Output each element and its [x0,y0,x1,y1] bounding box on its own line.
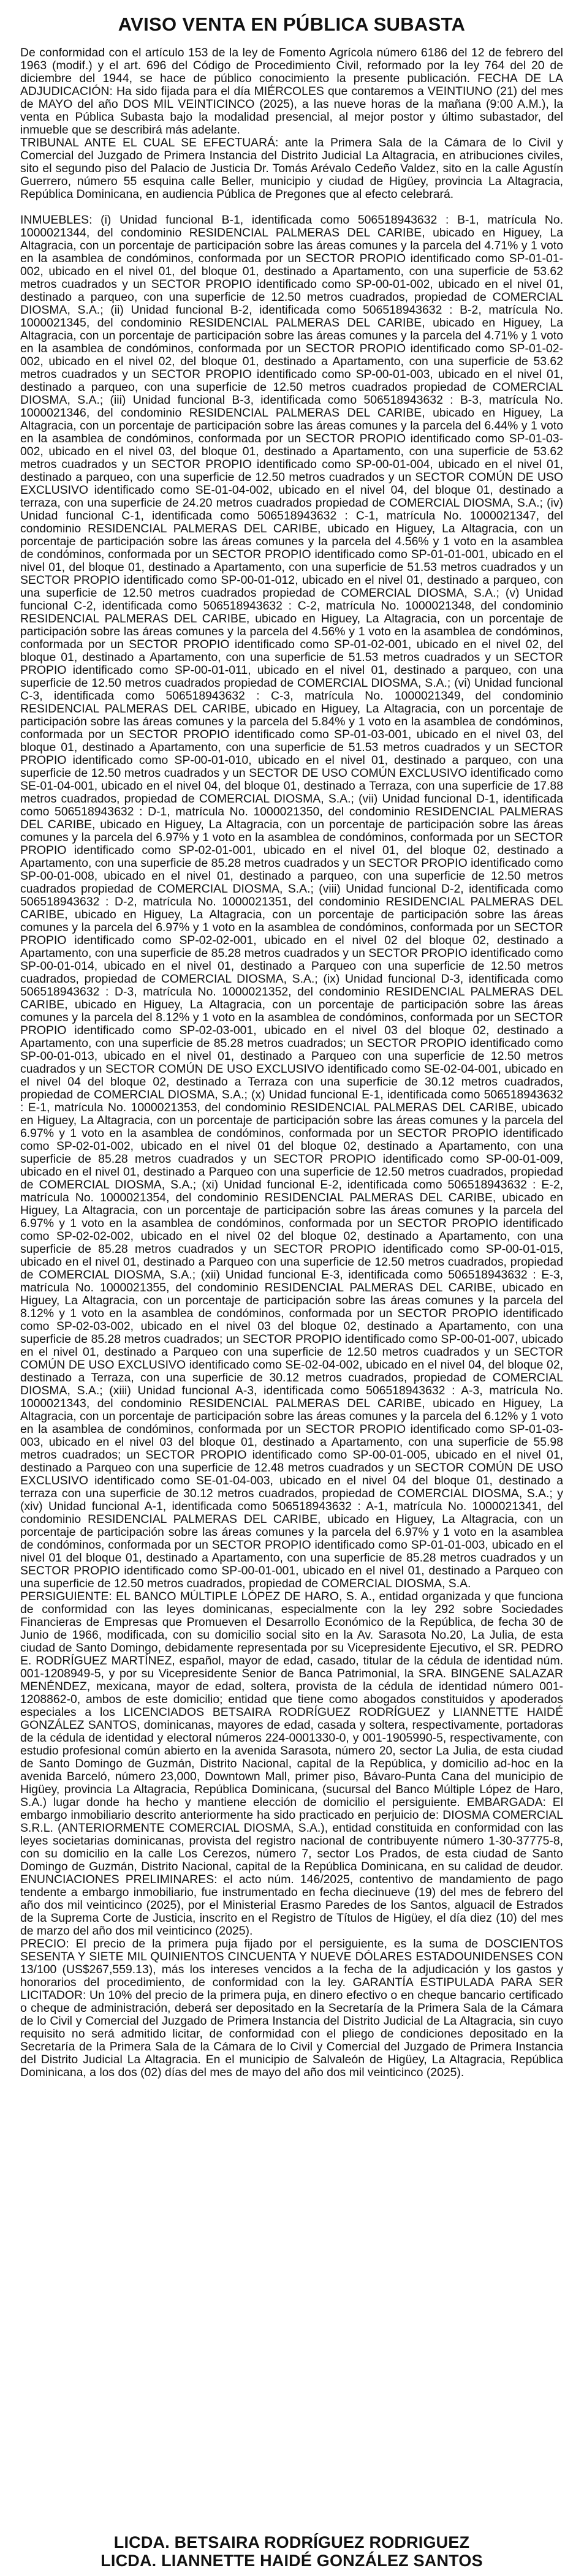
legal-notice-sheet [20,0,563,2576]
paragraph-spacer [20,201,563,214]
tribunal-paragraph: TRIBUNAL ANTE EL CUAL SE EFECTUARÁ: ante la Primera Sala de la Cámara de lo Civil y Comercial del Juzgado de Primera Instancia del Distrito Judicial La Altagracia, en atribuciones civiles, sito el segundo piso del Palacio de Justicia Dr. Tomás Arévalo Cedeño Valdez, sito en la calle Agustín Guerrero, número 55 esquina calle Beller, municipio y ciudad de Higüey, provincia La Altagracia, República Dominicana, en audiencia Pública de Pregones que al efecto celebrará. [20,136,563,201]
intro-paragraph: De conformidad con el artículo 153 de la ley de Fomento Agrícola número 6186 del 12 de febrero del 1963 (modif.) y el art. 696 del Código de Procedimiento Civil, reformado por la ley 764 del 20 de diciembre del 1944, se hace de público conocimiento la presente publicación. FECHA DE LA ADJUDICACIÓN: Ha sido fijada para el día MIÉRCOLES que contaremos a VEINTIUNO (21) del mes de MAYO del año DOS MIL VEINTICINCO (2025), a las nueve horas de la mañana (9:00 A.M.), la venta en Pública Subasta bajo la modalidad presencial, al mejor postor y último subastador, del inmueble que se describirá más adelante. [20,46,563,137]
precio-paragraph: PRECIO: El precio de la primera puja fijado por el persiguiente, es la suma de DOSCIENTOS SESENTA Y SIETE MIL QUINIENTOS CINCUENTA Y NUEVE DÓLARES ESTADOUNIDENSES CON 13/100 (US$267,559.13), más los intereses vencidos a la fecha de la adjudicación y los gastos y honorarios del procedimiento, de conformidad con la ley. GARANTÍA ESTIPULADA PARA SER LICITADOR: Un 10% del precio de la primera puja, en dinero efectivo o en cheque bancario certificado o cheque de administración, deberá ser depositado en la Secretaría de la Primera Sala de la Cámara de lo Civil y Comercial del Juzgado de Primera Instancia del Distrito Judicial de La Altagracia, sin cuyo requisito no será admitido licitar, de conformidad con el pliego de condiciones depositado en la Secretaría de la Primera Sala de la Cámara de lo Civil y Comercial del Juzgado de Primera Instancia del Distrito Judicial La Altagracia. En el municipio de Salvaleón de Higüey, La Altagracia, República Dominicana, a los dos (02) días del mes de mayo del año dos mil veinticinco (2025). [20,1937,563,2079]
notice-title: AVISO VENTA EN PÚBLICA SUBASTA [118,13,466,35]
signature-line-1: LICDA. BETSAIRA RODRÍGUEZ RODRIGUEZ [113,2533,470,2551]
signature-line-2: LICDA. LIANNETTE HAIDÉ GONZÁLEZ SANTOS [100,2551,483,2570]
persiguiente-paragraph: PERSIGUIENTE: EL BANCO MÚLTIPLE LÓPEZ DE HARO, S. A., entidad organizada y que funciona de conformidad con las leyes dominicanas, especialmente con la ley 292 sobre Sociedades Financieras de Empresas que Promueven el Desarrollo Económico de la República, de fecha 30 de Junio de 1966, modificada, con su domicilio social sito en la Av. Sarasota No.20, La Julia, de esta ciudad de Santo Domingo, debidamente representada por su Vicepresidente Ejecutivo, el SR. PEDRO E. RODRÍGUEZ MARTÍNEZ, español, mayor de edad, casado, titular de la cédula de identidad núm. 001-1208949-5, y por su Vicepresidente Senior de Banca Patrimonial, la SRA. BINGENE SALAZAR MENÉNDEZ, mexicana, mayor de edad, soltera, provista de la cédula de identidad número 001-1208862-0, ambos de este domicilio; entidad que tiene como abogados constituidos y apoderados especiales a los LICENCIADOS BETSAIRA RODRÍGUEZ RODRÍGUEZ y LIANNETTE HAIDÉ GONZÁLEZ SANTOS, dominicanas, mayores de edad, casada y soltera, respectivamente, portadoras de la cédula de identidad y electoral números 224-0001330-0, y 001-1905990-5, respectivamente, con estudio profesional común abierto en la avenida Sarasota, número 20, sector La Julia, de esta ciudad de Santo Domingo de Guzmán, Distrito Nacional, capital de la República, y domicilio ad-hoc en la avenida Barceló, número 23,000, Downtown Mall, primer piso, Bávaro-Punta Cana del municipio de Higüey, provincia La Altagracia, República Dominicana, (sucursal del Banco Múltiple López de Haro, S.A.) lugar donde ha hecho y mantiene elección de domicilio el persiguiente. EMBARGADA: El embargo inmobiliario descrito anteriormente ha sido practicado en perjuicio de: DIOSMA COMERCIAL S.R.L. (ANTERIORMENTE COMERCIAL DIOSMA, S.A.), entidad constituida en conformidad con las leyes societarias dominicanas, provista del registro nacional de contribuyente número 1-30-37775-8, con su domicilio en la calle Los Cerezos, número 7, sector Los Prados, de esta ciudad de Santo Domingo de Guzmán, Distrito Nacional, capital de la República Dominicana, en su calidad de deudor. ENUNCIACIONES PRELIMINARES: el acto núm. 146/2025, contentivo de mandamiento de pago tendente a embargo inmobiliario, fue instrumentado en fecha diecinueve (19) del mes de febrero del año dos mil veinticinco (2025), por el Ministerial Erasmo Paredes de los Santos, alguacil de Estrados de la Suprema Corte de Justicia, inscrito en el Registro de Títulos de Higüey, el día diez (10) del mes de marzo del año dos mil veinticinco (2025). [20,1590,563,1938]
signature-block [20,2533,563,2570]
inmuebles-paragraph: INMUEBLES: (i) Unidad funcional B-1, identificada como 506518943632 : B-1, matrícula No. 1000021344, del condominio RESIDENCIAL PALMERAS DEL CARIBE, ubicado en Higuey, La Altagracia, con un porcentaje de participación sobre las áreas comunes y la parcela del 4.71% y 1 voto en la asamblea de condóminos, conformada por un SECTOR PROPIO identificado como SP-01-01-002, ubicado en el nivel 01, del bloque 01, destinado a Apartamento, con una superficie de 53.62 metros cuadrados y un SECTOR PROPIO identificado como SP-00-01-002, ubicado en el nivel 01, destinado a parqueo, con una superficie de 12.50 metros cuadrados, propiedad de COMERCIAL DIOSMA, S.A.; (ii) Unidad funcional B-2, identificada como 506518943632 : B-2, matrícula No. 1000021345, del condominio RESIDENCIAL PALMERAS DEL CARIBE, ubicado en Higuey, La Altagracia, con un porcentaje de participación sobre las áreas comunes y la parcela del 4.71% y 1 voto en la asamblea de condóminos, conformada por un SECTOR PROPIO identificado como SP-01-02-002, ubicado en el nivel 02, del bloque 01, destinado a Apartamento, con una superficie de 53.62 metros cuadrados y un SECTOR PROPIO identificado como SP-00-01-003, ubicado en el nivel 01, destinado a parqueo, con una superficie de 12.50 metros cuadrados propiedad de COMERCIAL DIOSMA, S.A.; (iii) Unidad funcional B-3, identificada como 506518943632 : B-3, matrícula No. 1000021346, del condominio RESIDENCIAL PALMERAS DEL CARIBE, ubicado en Higuey, La Altagracia, con un porcentaje de participación sobre las áreas comunes y la parcela del 6.44% y 1 voto en la asamblea de condóminos, conformada por un SECTOR PROPIO identificado como SP-01-03-002, ubicado en el nivel 03, del bloque 01, destinado a Apartamento, con una superficie de 53.62 metros cuadrados y un SECTOR PROPIO identificado como SP-00-01-004, ubicado en el nivel 01, destinado a parqueo, con una superficie de 12.50 metros cuadrados y un SECTOR COMÚN DE USO EXCLUSIVO identificado como SE-01-04-002, ubicado en el nivel 04, del bloque 01, destinado a terraza, con una superficie de 24.20 metros cuadrados propiedad de COMERCIAL DIOSMA, S.A.; (iv) Unidad funcional C-1, identificada como 506518943632 : C-1, matrícula No. 1000021347, del condominio RESIDENCIAL PALMERAS DEL CARIBE, ubicado en Higuey, La Altagracia, con un porcentaje de participación sobre las áreas comunes y la parcela del 4.56% y 1 voto en la asamblea de condóminos, conformada por un SECTOR PROPIO identificado como SP-01-01-001, ubicado en el nivel 01, del bloque 01, destinado a Apartamento, con una superficie de 51.53 metros cuadrados y un SECTOR PROPIO identificado como SP-00-01-012, ubicado en el nivel 01, destinado a parqueo, con una superficie de 12.50 metros cuadrados propiedad de COMERCIAL DIOSMA, S.A.; (v) Unidad funcional C-2, identificada como 506518943632 : C-2, matrícula No. 1000021348, del condominio RESIDENCIAL PALMERAS DEL CARIBE, ubicado en Higuey, La Altagracia, con un porcentaje de participación sobre las áreas comunes y la parcela del 4.56% y 1 voto en la asamblea de condóminos, conformada por un SECTOR PROPIO identificado como SP-01-02-001, ubicado en el nivel 02, del bloque 01, destinado a Apartamento, con una superficie de 51.53 metros cuadrados y un SECTOR PROPIO identificado como SP-00-01-011, ubicado en el nivel 01, destinado a parqueo, con una superficie de 12.50 metros cuadrados propiedad de COMERCIAL DIOSMA, S.A.; (vi) Unidad funcional C-3, identificada como 506518943632 : C-3, matrícula No. 1000021349, del condominio RESIDENCIAL PALMERAS DEL CARIBE, ubicado en Higuey, La Altagracia, con un porcentaje de participación sobre las áreas comunes y la parcela del 5.84% y 1 voto en la asamblea de condóminos, conformada por un SECTOR PROPIO identificado como SP-01-03-001, ubicado en el nivel 03, del bloque 01, destinado a Apartamento, con una superficie de 51.53 metros cuadrados y un SECTOR PROPIO identificado como SP-00-01-010, ubicado en el nivel 01, destinado a parqueo, con una superficie de 12.50 metros cuadrados y un SECTOR DE USO COMÚN EXCLUSIVO identificado como SE-01-04-001, ubicado en el nivel 04, del bloque 01, destinado a Terraza, con una superficie de 17.88 metros cuadrados, propiedad de COMERCIAL DIOSMA, S.A.; (vii) Unidad funcional D-1, identificada como 506518943632 : D-1, matrícula No. 1000021350, del condominio RESIDENCIAL PALMERAS DEL CARIBE, ubicado en Higuey, La Altagracia, con un porcentaje de participación sobre las áreas comunes y la parcela del 6.97% y 1 voto en la asamblea de condóminos, conformada por un SECTOR PROPIO identificado como SP-02-01-001, ubicado en el nivel 01, del bloque 02, destinado a Apartamento, con una superficie de 85.28 metros cuadrados y un SECTOR PROPIO identificado como SP-00-01-008, ubicado en el nivel 01, destinado a parqueo, con una superficie de 12.50 metros cuadrados propiedad de COMERCIAL DIOSMA, S.A.; (viii) Unidad funcional D-2, identificada como 506518943632 : D-2, matrícula No. 1000021351, del condominio RESIDENCIAL PALMERAS DEL CARIBE, ubicado en Higuey, La Altagracia, con un porcentaje de participación sobre las áreas comunes y la parcela del 6.97% y 1 voto en la asamblea de condóminos, conformada por un SECTOR PROPIO identificado como SP-02-02-001, ubicado en el nivel 02 del bloque 02, destinado a Apartamento, con una superficie de 85.28 metros cuadrados y un SECTOR PROPIO identificado como SP-00-01-014, ubicado en el nivel 01, destinado a Parqueo con una superficie de 12.50 metros cuadrados, propiedad de COMERCIAL DIOSMA, S.A.; (ix) Unidad funcional D-3, identificada como 506518943632 : D-3, matrícula No. 1000021352, del condominio RESIDENCIAL PALMERAS DEL CARIBE, ubicado en Higuey, La Altagracia, con un porcentaje de participación sobre las áreas comunes y la parcela del 8.12% y 1 voto en la asamblea de condóminos, conformada por un SECTOR PROPIO identificado como SP-02-03-001, ubicado en el nivel 03 del bloque 02, destinado a Apartamento, con una superficie de 85.28 metros cuadrados; un SECTOR PROPIO identificado como SP-00-01-013, ubicado en el nivel 01, destinado a Parqueo con una superficie de 12.50 metros cuadrados y un SECTOR COMÚN DE USO EXCLUSIVO identificado como SE-02-04-001, ubicado en el nivel 04 del bloque 02, destinado a Terraza con una superficie de 30.12 metros cuadrados, propiedad de COMERCIAL DIOSMA, S.A.; (x) Unidad funcional E-1, identificada como 506518943632 : E-1, matrícula No. 1000021353, del condominio RESIDENCIAL PALMERAS DEL CARIBE, ubicado en Higuey, La Altagracia, con un porcentaje de participación sobre las áreas comunes y la parcela del 6.97% y 1 voto en la asamblea de condóminos, conformada por un SECTOR PROPIO identificado como SP-02-01-002, ubicado en el nivel 01 del bloque 02, destinado a Apartamento, con una superficie de 85.28 metros cuadrados y un SECTOR PROPIO identificado como SP-00-01-009, ubicado en el nivel 01, destinado a Parqueo con una superficie de 12.50 metros cuadrados, propiedad de COMERCIAL DIOSMA, S.A.; (xi) Unidad funcional E-2, identificada como 506518943632 : E-2, matrícula No. 1000021354, del condominio RESIDENCIAL PALMERAS DEL CARIBE, ubicado en Higuey, La Altagracia, con un porcentaje de participación sobre las áreas comunes y la parcela del 6.97% y 1 voto en la asamblea de condóminos, conformada por un SECTOR PROPIO identificado como SP-02-02-002, ubicado en el nivel 02 del bloque 02, destinado a Apartamento, con una superficie de 85.28 metros cuadrados y un SECTOR PROPIO identificado como SP-00-01-015, ubicado en el nivel 01, destinado a Parqueo con una superficie de 12.50 metros cuadrados, propiedad de COMERCIAL DIOSMA, S.A.; (xii) Unidad funcional E-3, identificada como 506518943632 : E-3, matrícula No. 1000021355, del condominio RESIDENCIAL PALMERAS DEL CARIBE, ubicado en Higuey, La Altagracia, con un porcentaje de participación sobre las áreas comunes y la parcela del 8.12% y 1 voto en la asamblea de condóminos, conformada por un SECTOR PROPIO identificado como SP-02-03-002, ubicado en el nivel 03 del bloque 02, destinado a Apartamento, con una superficie de 85.28 metros cuadrados; un SECTOR PROPIO identificado como SP-00-01-007, ubicado en el nivel 01, destinado a Parqueo con una superficie de 12.50 metros cuadrados y un SECTOR COMÚN DE USO EXCLUSIVO identificado como SE-02-04-002, ubicado en el nivel 04, del bloque 02, destinado a Terraza, con una superficie de 30.12 metros cuadrados, propiedad de COMERCIAL DIOSMA, S.A.; (xiii) Unidad funcional A-3, identificada como 506518943632 : A-3, matrícula No. 1000021343, del condominio RESIDENCIAL PALMERAS DEL CARIBE, ubicado en Higuey, La Altagracia, con un porcentaje de participación sobre las áreas comunes y la parcela del 6.12% y 1 voto en la asamblea de condóminos, conformada por un SECTOR PROPIO identificado como SP-01-03-003, ubicado en el nivel 03 del bloque 01, destinado a Apartamento, con una superficie de 55.98 metros cuadrados; un SECTOR PROPIO identificado como SP-00-01-005, ubicado en el nivel 01, destinado a Parqueo con una superficie de 12.48 metros cuadrados y un SECTOR COMÚN DE USO EXCLUSIVO identificado como SE-01-04-003, ubicado en el nivel 04 del bloque 01, destinado a terraza con una superficie de 30.12 metros cuadrados, propiedad de COMERCIAL DIOSMA, S.A.; y (xiv) Unidad funcional A-1, identificada como 506518943632 : A-1, matrícula No. 1000021341, del condominio RESIDENCIAL PALMERAS DEL CARIBE, ubicado en Higuey, La Altagracia, con un porcentaje de participación sobre las áreas comunes y la parcela del 6.97% y 1 voto en la asamblea de condóminos, conformada por un SECTOR PROPIO identificado como SP-01-01-003, ubicado en el nivel 01 del bloque 01, destinado a Apartamento, con una superficie de 85.28 metros cuadrados y un SECTOR PROPIO identificado como SP-00-01-001, ubicado en el nivel 01, destinado a Parqueo con una superficie de 12.50 metros cuadrados, propiedad de COMERCIAL DIOSMA, S.A. [20,213,563,1590]
